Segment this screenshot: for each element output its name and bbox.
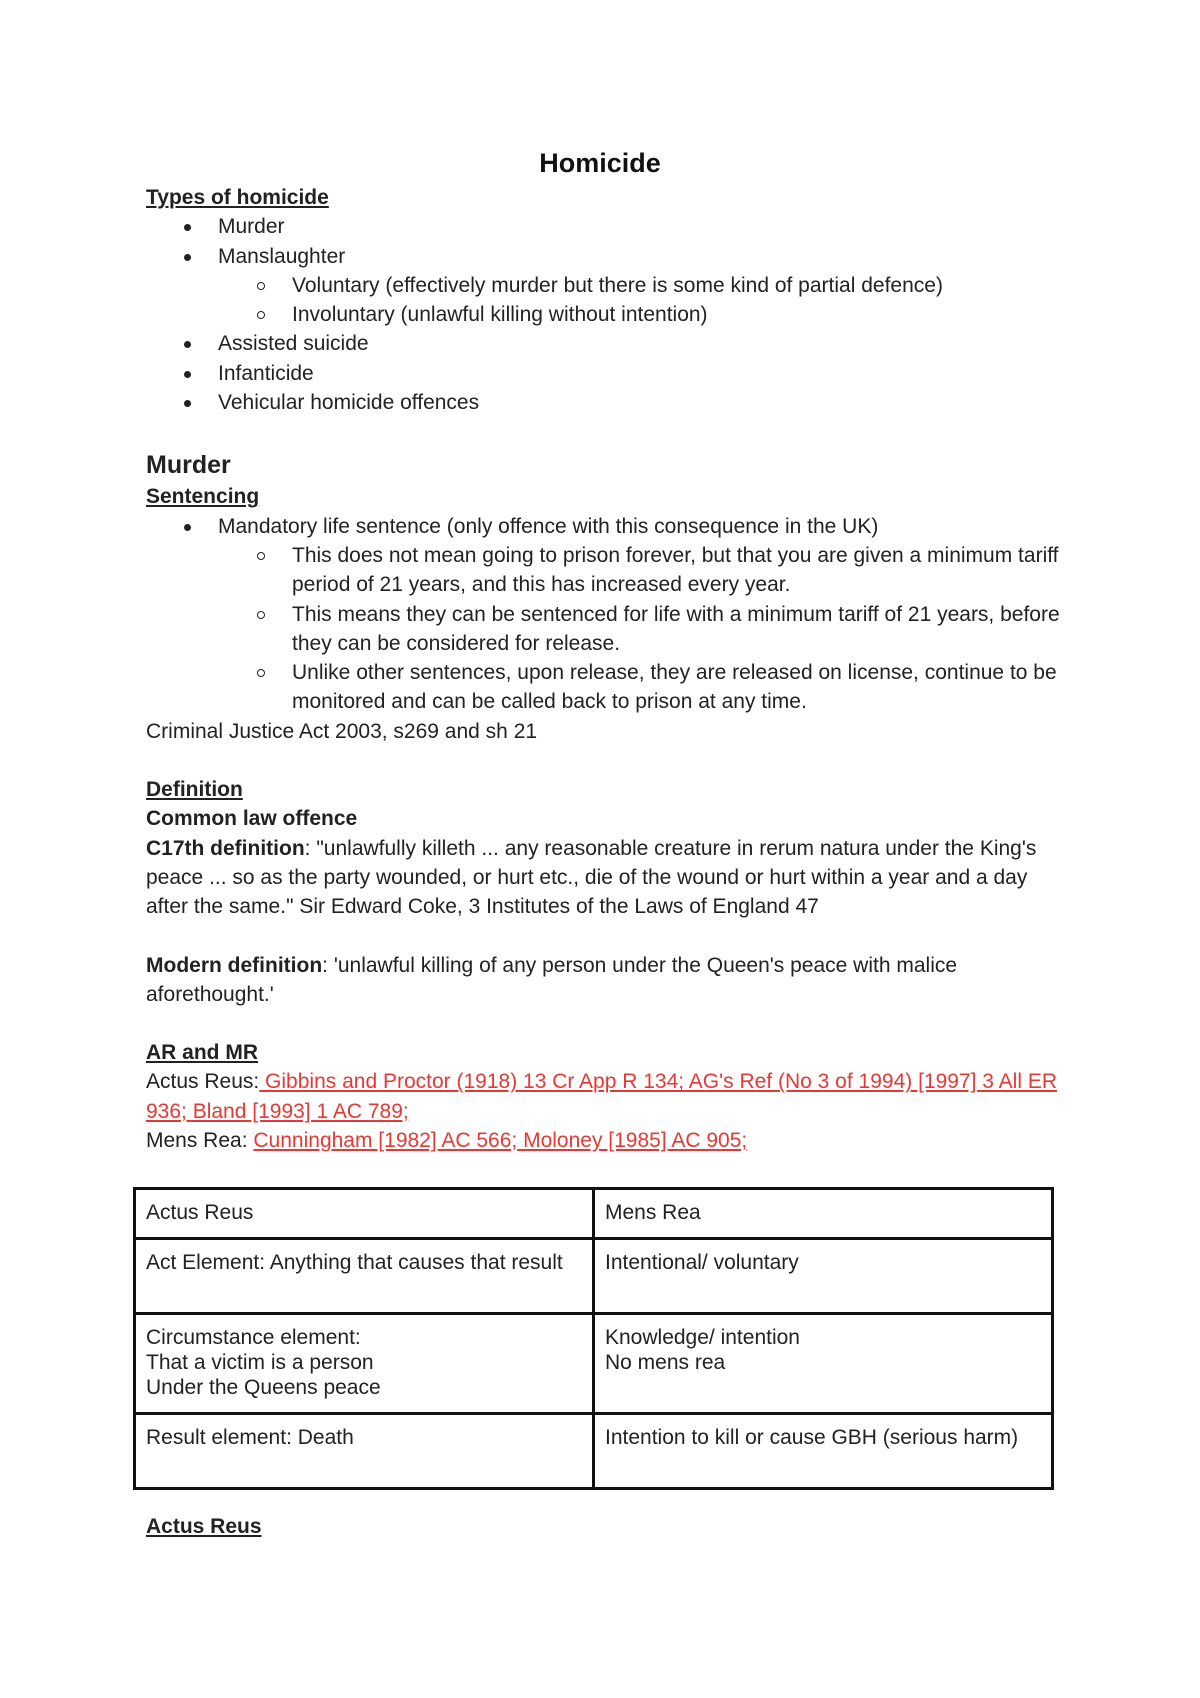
list-item: This does not mean going to prison forever, but that you are given a minimum tariff period of 21 years, and this has increased every year. [146, 541, 1066, 600]
actus-reus-heading: Actus Reus [146, 1515, 262, 1538]
spacer [146, 746, 1066, 775]
common-law-label: Common law offence [146, 807, 358, 831]
list-item: Assisted suicide [146, 329, 1066, 358]
cell-line: Intention to kill or cause GBH (serious harm) [605, 1426, 1019, 1449]
spacer [146, 1009, 1066, 1038]
types-list [146, 212, 1066, 417]
murder-heading: Murder [146, 451, 231, 480]
actus-reus-cases [146, 1067, 1066, 1126]
list-item: Manslaughter [146, 242, 1066, 271]
c17-text: : "unlawfully killeth ... any reasonable creature in rerum natura under the King's peace ... so as the party wounded, or hurt etc., die of the wound or hurt within a year and a day after the same." Sir Edward Coke, 3 Institutes of the Laws of England 47 [146, 836, 1037, 919]
actus-label: Actus Reus: [146, 1070, 260, 1094]
types-heading: Types of homicide [146, 186, 329, 209]
definition-heading: Definition [146, 778, 243, 802]
sentencing-list [146, 512, 1066, 717]
cell-line: Circumstance element: [146, 1326, 361, 1349]
sentencing-citation: Criminal Justice Act 2003, s269 and sh 21 [146, 719, 538, 743]
table-row [135, 1314, 1053, 1414]
mens-case-link[interactable]: Cunningham [1982] AC 566; Moloney [1985] AC 905; [253, 1129, 748, 1153]
list-item: Infanticide [146, 359, 1066, 388]
table-header-row [135, 1189, 1053, 1239]
mens-label: Mens Rea: [146, 1129, 254, 1153]
table-cell [594, 1314, 1053, 1414]
modern-text: : 'unlawful killing of any person under the Queen's peace with malice aforethought.' [146, 953, 958, 1006]
sentencing-heading: Sentencing [146, 485, 260, 509]
table-row [135, 1414, 1053, 1489]
ar-mr-heading: AR and MR [146, 1041, 258, 1065]
ar-mr-table-wrapper [133, 1187, 1054, 1490]
list-item: Unlike other sentences, upon release, they are released on license, continue to be monitored and can be called back to prison at any time. [146, 658, 1066, 717]
cell-line: Act Element: Anything that causes that result [146, 1251, 563, 1274]
list-item: This means they can be sentenced for life with a minimum tariff of 21 years, before they can be considered for release. [146, 600, 1066, 659]
cell-line: Intentional/ voluntary [605, 1251, 799, 1274]
cell-line: That a victim is a person [146, 1351, 374, 1374]
table-cell: Mens Rea [594, 1189, 1053, 1239]
list-item: Mandatory life sentence (only offence with this consequence in the UK) [146, 512, 1066, 541]
cell-line: Under the Queens peace [146, 1376, 381, 1399]
table-cell: Actus Reus [135, 1189, 594, 1239]
table-cell [135, 1239, 594, 1314]
list-item: Vehicular homicide offences [146, 388, 1066, 417]
c17-label: C17th definition [146, 836, 305, 860]
table-row [135, 1239, 1053, 1314]
cell-line: Result element: Death [146, 1426, 354, 1449]
c17-definition [146, 834, 1066, 922]
cell-line: Knowledge/ intention [605, 1326, 800, 1349]
table-cell [135, 1414, 594, 1489]
page-title: Homicide [539, 148, 661, 178]
actus-case-link[interactable]: Gibbins and Proctor (1918) 13 Cr App R 134; AG's Ref (No 3 of 1994) [1997] 3 All ER 936; Bland [1993] 1 AC 789; [146, 1070, 1057, 1123]
modern-label: Modern definition [146, 953, 323, 977]
table-cell [135, 1314, 594, 1414]
ar-mr-table [133, 1187, 1054, 1490]
list-item: Involuntary (unlawful killing without intention) [146, 300, 1066, 329]
spacer [146, 417, 1066, 446]
cell-line: No mens rea [605, 1351, 726, 1374]
modern-definition [146, 951, 1066, 1010]
list-item: Murder [146, 212, 1066, 241]
table-cell [594, 1414, 1053, 1489]
table-cell [594, 1239, 1053, 1314]
document-body [146, 183, 1066, 1155]
list-item: Voluntary (effectively murder but there is some kind of partial defence) [146, 271, 1066, 300]
spacer [146, 922, 1066, 951]
mens-rea-cases [146, 1126, 1066, 1155]
